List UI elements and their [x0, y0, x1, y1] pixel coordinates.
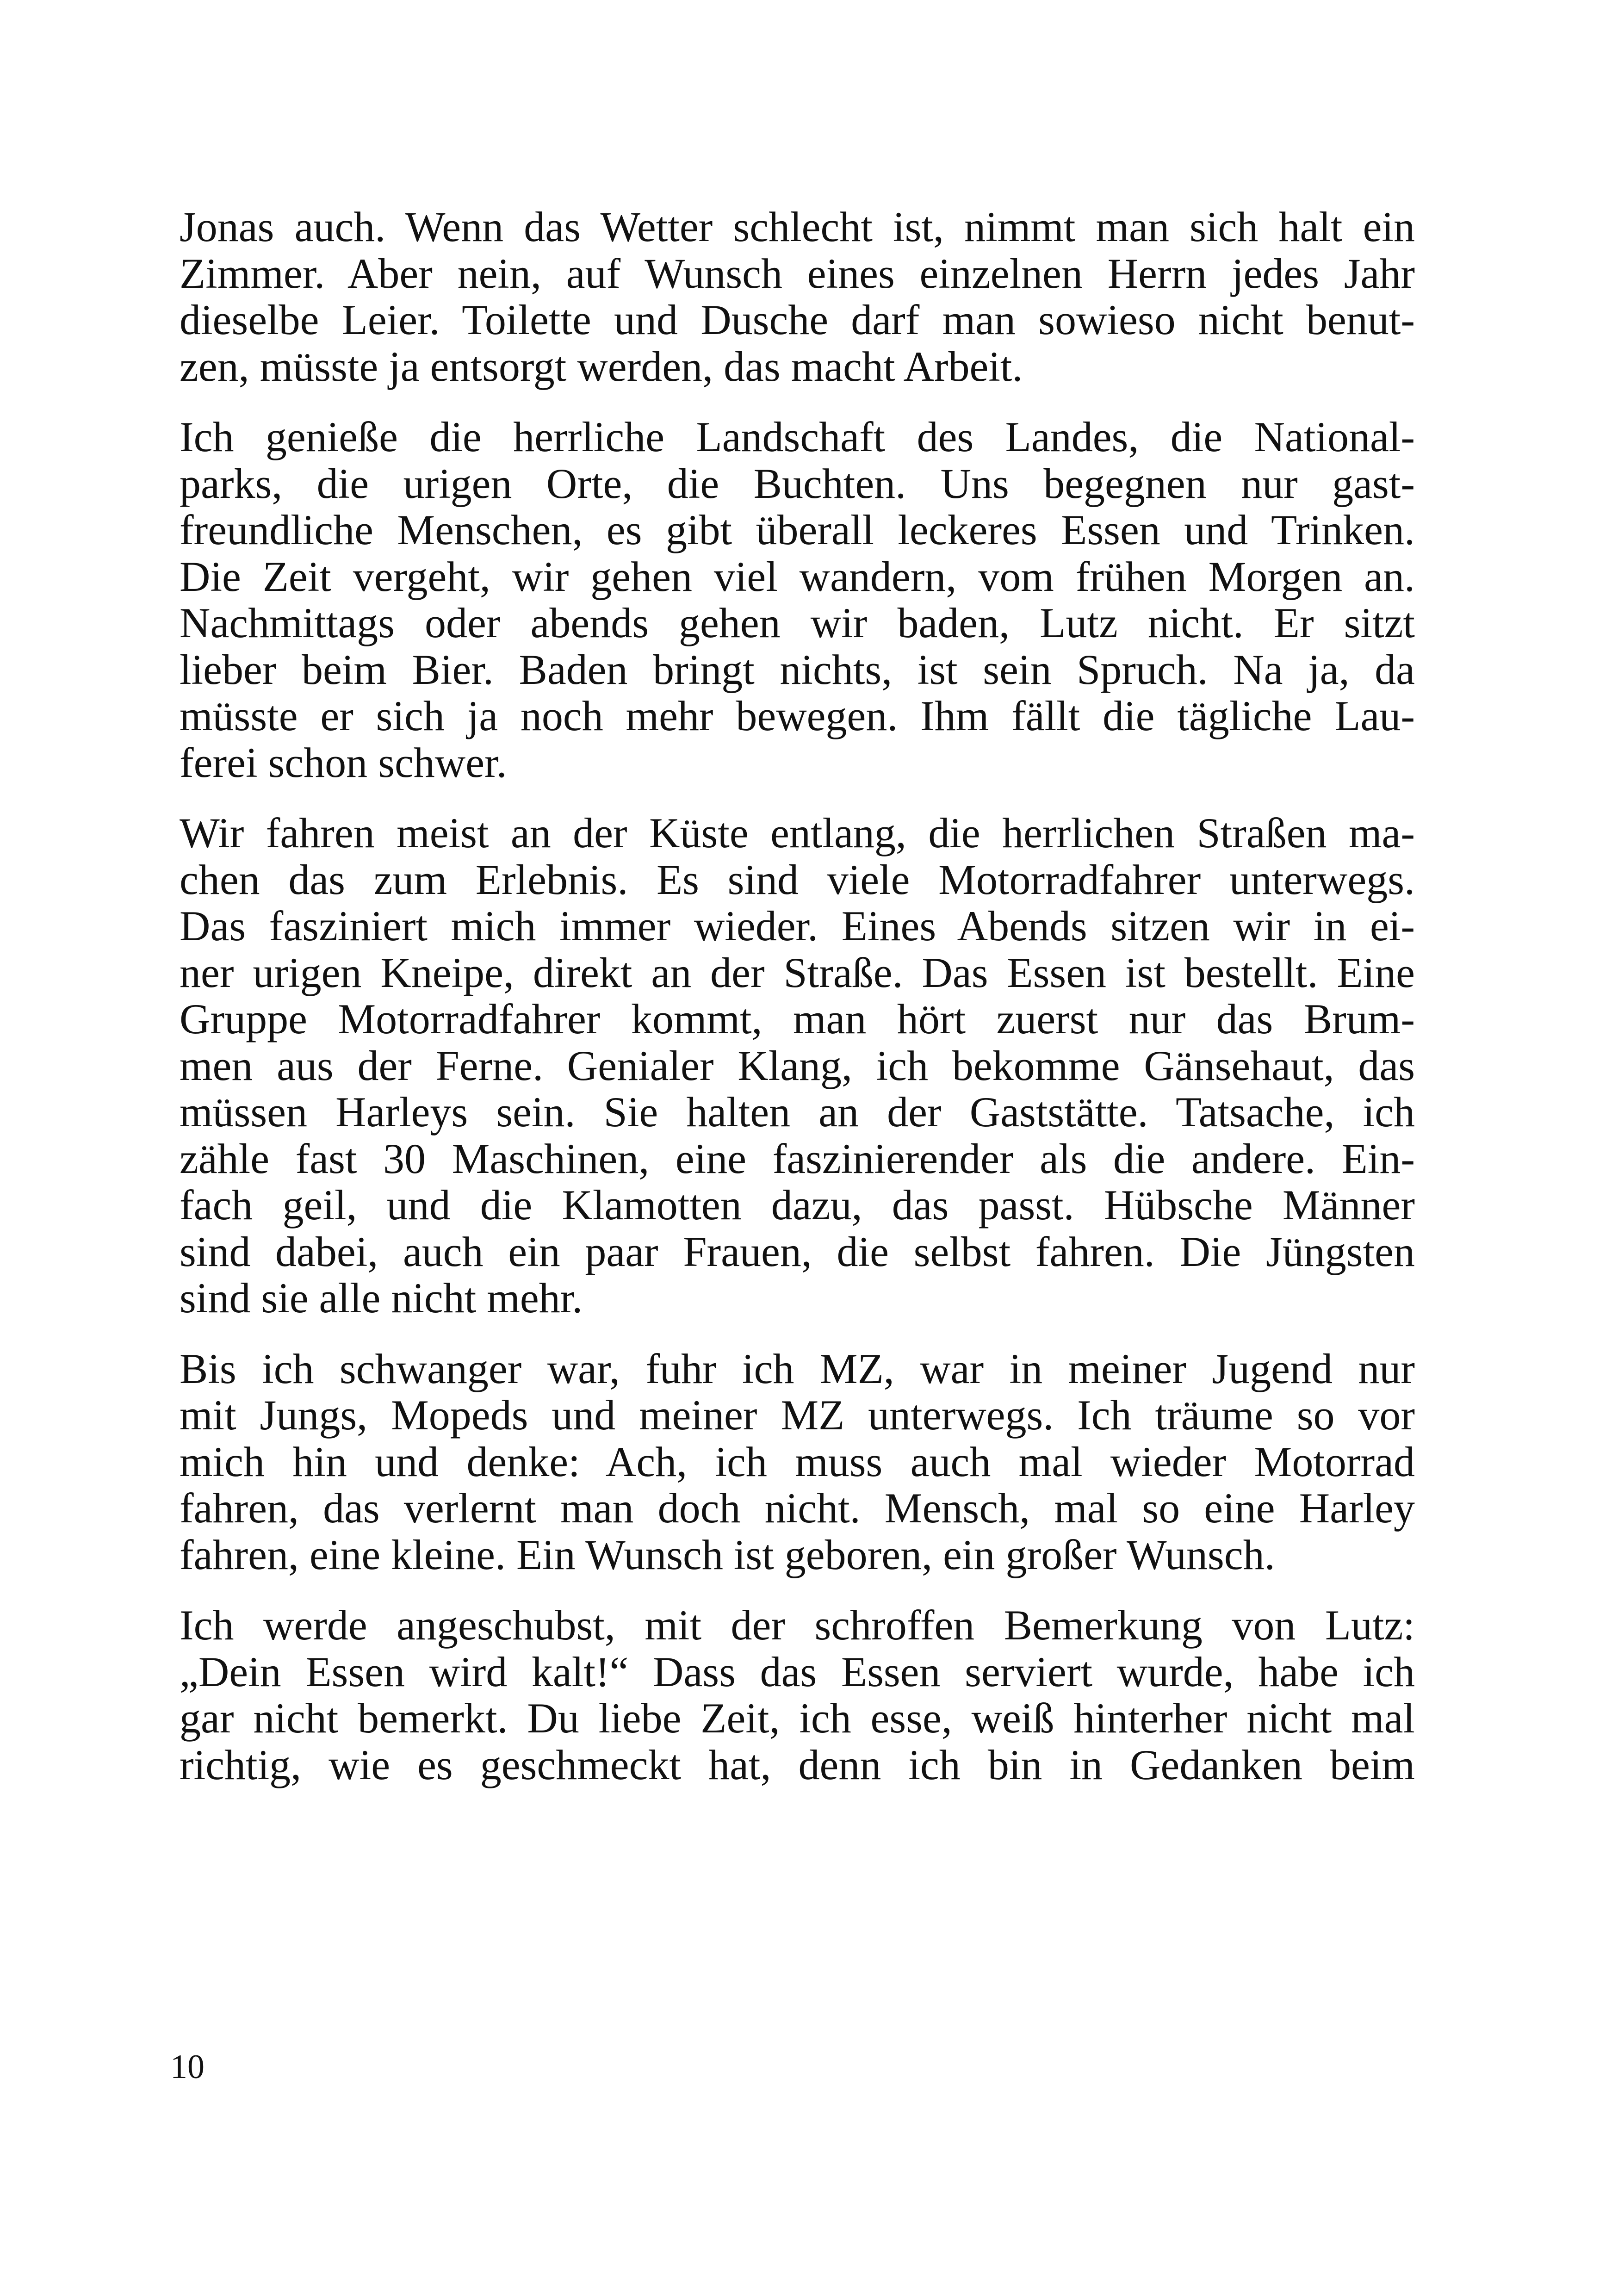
- text-line: Ich werde angeschubst, mit der schroffen Bemerkung von Lutz:: [180, 1601, 1415, 1649]
- text-line: lieber beim Bier. Baden bringt nichts, ist sein Spruch. Na ja, da: [180, 645, 1415, 693]
- text-line: Das fasziniert mich immer wieder. Eines Abends sitzen wir in ei-: [180, 902, 1415, 949]
- text-line: zen, müsste ja entsorgt werden, das macht Arbeit.: [180, 342, 1023, 390]
- page-number: 10: [170, 2048, 205, 2086]
- text-line: fahren, eine kleine. Ein Wunsch ist geboren, ein großer Wunsch.: [180, 1531, 1275, 1578]
- text-line: sind dabei, auch ein paar Frauen, die selbst fahren. Die Jüngsten: [180, 1228, 1415, 1275]
- text-line: Nachmittags oder abends gehen wir baden, Lutz nicht. Er sitzt: [180, 599, 1415, 646]
- paragraph-5: [180, 1602, 1415, 1788]
- text-line: Zimmer. Aber nein, auf Wunsch eines einzelnen Herrn jedes Jahr: [180, 249, 1415, 297]
- body-text: [180, 204, 1415, 1812]
- text-line: mich hin und denke: Ach, ich muss auch mal wieder Motorrad: [180, 1438, 1415, 1485]
- text-line: zähle fast 30 Maschinen, eine faszinierender als die andere. Ein-: [180, 1135, 1415, 1182]
- text-line: fahren, das verlernt man doch nicht. Mensch, mal so eine Harley: [180, 1484, 1415, 1532]
- text-line: sind sie alle nicht mehr.: [180, 1274, 583, 1322]
- text-line: Bis ich schwanger war, fuhr ich MZ, war in meiner Jugend nur: [180, 1345, 1415, 1392]
- text-line: dieselbe Leier. Toilette und Dusche darf man sowieso nicht benut-: [180, 296, 1415, 343]
- text-line: freundliche Menschen, es gibt überall leckeres Essen und Trinken.: [180, 506, 1415, 553]
- text-line: ner urigen Kneipe, direkt an der Straße. Das Essen ist bestellt. Eine: [180, 949, 1415, 996]
- text-line: chen das zum Erlebnis. Es sind viele Motorradfahrer unterwegs.: [180, 856, 1415, 903]
- text-line: men aus der Ferne. Genialer Klang, ich bekomme Gänsehaut, das: [180, 1042, 1415, 1089]
- paragraph-2: [180, 414, 1415, 786]
- text-line: Jonas auch. Wenn das Wetter schlecht ist, nimmt man sich halt ein: [180, 203, 1415, 250]
- text-line: parks, die urigen Orte, die Buchten. Uns begegnen nur gast-: [180, 459, 1415, 507]
- text-line: „Dein Essen wird kalt!“ Dass das Essen serviert wurde, habe ich: [180, 1648, 1415, 1695]
- text-line: richtig, wie es geschmeckt hat, denn ich bin in Gedanken beim: [180, 1741, 1415, 1788]
- text-line: ferei schon schwer.: [180, 738, 507, 786]
- text-line: müsste er sich ja noch mehr bewegen. Ihm fällt die tägliche Lau-: [180, 692, 1415, 739]
- text-line: gar nicht bemerkt. Du liebe Zeit, ich esse, weiß hinterher nicht mal: [180, 1694, 1415, 1742]
- text-line: Gruppe Motorradfahrer kommt, man hört zuerst nur das Brum-: [180, 995, 1415, 1043]
- text-line: Die Zeit vergeht, wir gehen viel wandern, vom frühen Morgen an.: [180, 552, 1415, 600]
- text-line: mit Jungs, Mopeds und meiner MZ unterwegs. Ich träume so vor: [180, 1391, 1415, 1439]
- text-line: fach geil, und die Klamotten dazu, das passt. Hübsche Männer: [180, 1181, 1415, 1229]
- paragraph-4: [180, 1346, 1415, 1578]
- paragraph-1: [180, 204, 1415, 390]
- paragraph-3: [180, 810, 1415, 1322]
- text-line: Wir fahren meist an der Küste entlang, die herrlichen Straßen ma-: [180, 809, 1415, 856]
- text-line: müssen Harleys sein. Sie halten an der Gaststätte. Tatsache, ich: [180, 1088, 1415, 1136]
- text-line: Ich genieße die herrliche Landschaft des Landes, die National-: [180, 413, 1415, 460]
